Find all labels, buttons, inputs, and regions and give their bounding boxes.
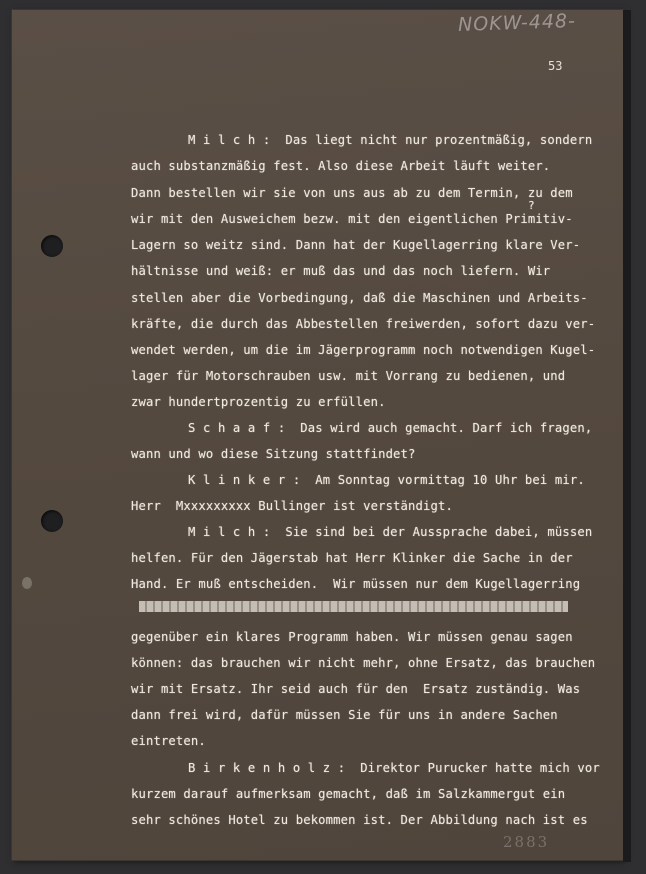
text-line: wann und wo diese Sitzung stattfindet? bbox=[131, 447, 416, 461]
paper-blemish bbox=[22, 577, 32, 589]
text-line: Hand. Er muß entscheiden. Wir müssen nur dem Kugellagerring bbox=[131, 577, 581, 591]
text-line: K l i n k e r : Am Sonntag vormittag 10 Uhr bei mir. bbox=[188, 473, 585, 487]
page-edge-shadow bbox=[623, 10, 631, 862]
text-line: lager für Motorschrauben usw. mit Vorrang zu bedienen, und bbox=[131, 369, 566, 383]
text-line: Herr Mxxxxxxxxx Bullinger ist verständigt. bbox=[131, 499, 453, 513]
text-line: dann frei wird, dafür müssen Sie für uns in andere Sachen bbox=[131, 708, 558, 722]
text-line: auch substanzmäßig fest. Also diese Arbeit läuft weiter. bbox=[131, 159, 551, 173]
text-line: kurzem darauf aufmerksam gemacht, daß im Salzkammergut ein bbox=[131, 787, 566, 801]
text-line: wir mit den Ausweichem bezw. mit den eigentlichen Primitiv- bbox=[131, 212, 573, 226]
handwritten-reference: NOKW-448- bbox=[457, 9, 577, 37]
punch-hole-upper bbox=[41, 235, 63, 257]
text-line: helfen. Für den Jägerstab hat Herr Klinker die Sache in der bbox=[131, 551, 573, 565]
text-line: wir mit Ersatz. Ihr seid auch für den Ersatz zuständig. Was bbox=[131, 682, 581, 696]
text-line: wendet werden, um die im Jägerprogramm noch notwendigen Kugel- bbox=[131, 343, 596, 357]
text-line: sehr schönes Hotel zu bekommen ist. Der Abbildung nach ist es bbox=[131, 813, 588, 827]
text-line: M i l c h : Sie sind bei der Aussprache dabei, müssen bbox=[188, 525, 593, 539]
text-line: M i l c h : Das liegt nicht nur prozentmäßig, sondern bbox=[188, 133, 593, 147]
handwritten-question-mark: ? bbox=[528, 199, 535, 212]
text-line: zwar hundertprozentig zu erfüllen. bbox=[131, 395, 386, 409]
text-line: können: das brauchen wir nicht mehr, ohne Ersatz, das brauchen bbox=[131, 656, 596, 670]
text-line: stellen aber die Vorbedingung, daß die Maschinen und Arbeits- bbox=[131, 291, 588, 305]
struck-out-line bbox=[139, 601, 568, 612]
text-line: hältnisse und weiß: er muß das und das noch liefern. Wir bbox=[131, 264, 551, 278]
text-line: eintreten. bbox=[131, 734, 206, 748]
page-number: 53 bbox=[548, 59, 563, 73]
text-line: S c h a a f : Das wird auch gemacht. Darf ich fragen, bbox=[188, 421, 593, 435]
text-line: gegenüber ein klares Programm haben. Wir müssen genau sagen bbox=[131, 630, 573, 644]
text-line: B i r k e n h o l z : Direktor Purucker hatte mich vor bbox=[188, 761, 600, 775]
archive-stamp-number: 2883 bbox=[503, 833, 550, 851]
punch-hole-lower bbox=[41, 510, 63, 532]
text-line: Dann bestellen wir sie von uns aus ab zu dem Termin, zu dem bbox=[131, 186, 573, 200]
text-line: kräfte, die durch das Abbestellen freiwerden, sofort dazu ver- bbox=[131, 317, 596, 331]
text-line: Lagern so weitz sind. Dann hat der Kugellagerring klare Ver- bbox=[131, 238, 581, 252]
